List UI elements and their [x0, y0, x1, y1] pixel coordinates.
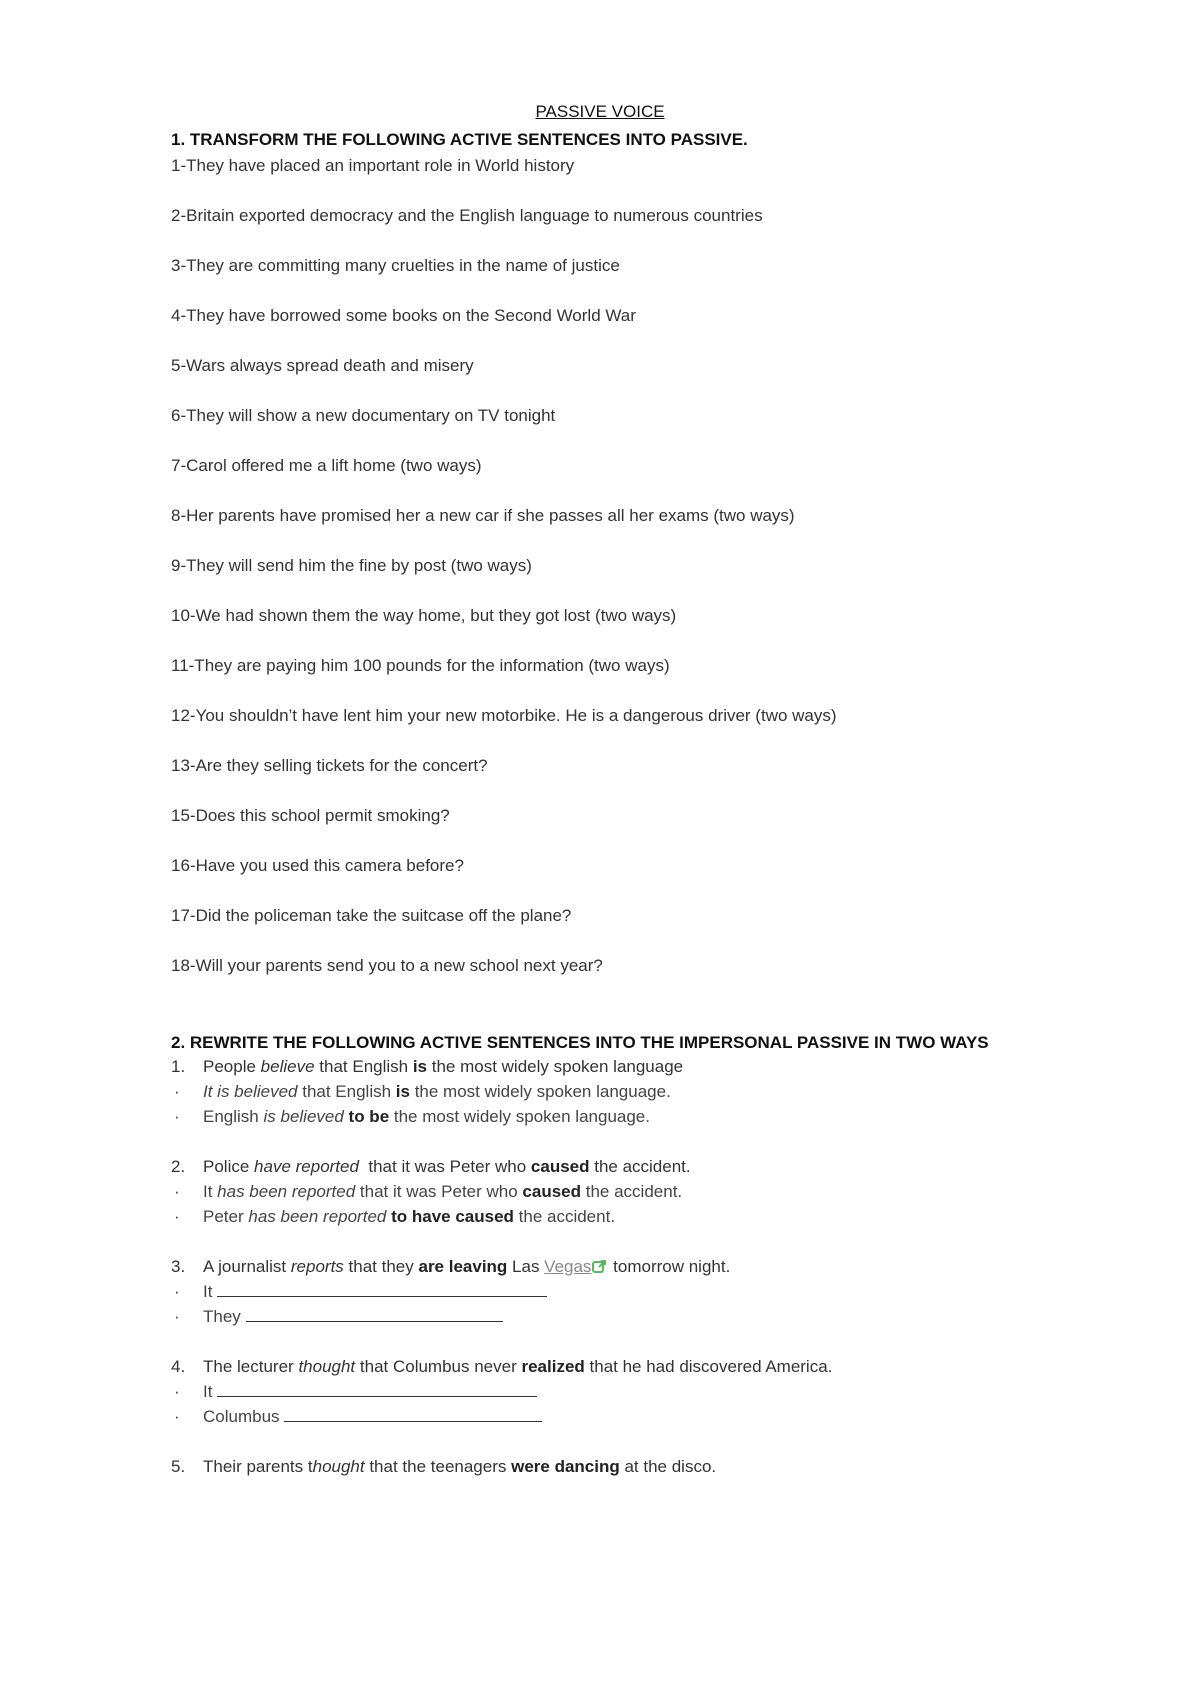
exercise-item: 3-They are committing many cruelties in the name of justice	[171, 256, 620, 275]
bullet: ·	[174, 1282, 180, 1301]
example-3: 3. A journalist reports that they are leaving Las Vegas tomorrow night.	[171, 1257, 730, 1279]
example-4: 4. The lecturer thought that Columbus never realized that he had discovered America.	[171, 1357, 833, 1376]
bullet: ·	[174, 1307, 180, 1326]
example-number: 5.	[171, 1457, 186, 1476]
example-number: 2.	[171, 1157, 186, 1176]
exercise-item: 1-They have placed an important role in World history	[171, 156, 575, 175]
bullet: ·	[174, 1382, 180, 1401]
exercise-item: 18-Will your parents send you to a new school next year?	[171, 956, 603, 975]
example-1-answer-1: · It is believed that English is the most widely spoken language.	[171, 1082, 671, 1102]
example-4-answer-2: · Columbus	[171, 1407, 542, 1427]
example-number: 4.	[171, 1357, 186, 1376]
bullet: ·	[174, 1182, 180, 1201]
exercise-item: 11-They are paying him 100 pounds for the information (two ways)	[171, 656, 670, 675]
exercise-item: 6-They will show a new documentary on TV tonight	[171, 406, 556, 425]
answer-blank[interactable]	[217, 1282, 547, 1297]
answer-blank[interactable]	[246, 1307, 503, 1322]
exercise-item: 7-Carol offered me a lift home (two ways)	[171, 456, 482, 475]
bullet: ·	[174, 1207, 180, 1226]
example-1-answer-2: · English is believed to be the most widely spoken language.	[171, 1107, 650, 1127]
bullet: ·	[174, 1107, 180, 1126]
page-title: PASSIVE VOICE	[535, 102, 665, 121]
exercise-item: 12-You shouldn’t have lent him your new motorbike. He is a dangerous driver (two ways)	[171, 706, 837, 725]
example-number: 3.	[171, 1257, 186, 1276]
example-2-answer-2: · Peter has been reported to have caused the accident.	[171, 1207, 615, 1227]
example-5: 5. Their parents thought that the teenagers were dancing at the disco.	[171, 1457, 717, 1476]
exercise-item: 16-Have you used this camera before?	[171, 856, 464, 875]
example-3-answer-1: · It	[171, 1282, 547, 1302]
bullet: ·	[174, 1082, 180, 1101]
exercise-item: 13-Are they selling tickets for the concert?	[171, 756, 488, 775]
example-1: 1. People believe that English is the most widely spoken language	[171, 1057, 684, 1076]
exercise-item: 17-Did the policeman take the suitcase off the plane?	[171, 906, 572, 925]
section2-heading: 2. REWRITE THE FOLLOWING ACTIVE SENTENCES INTO THE IMPERSONAL PASSIVE IN TWO WAYS	[171, 1033, 989, 1052]
exercise-item: 15-Does this school permit smoking?	[171, 806, 450, 825]
exercise-item: 8-Her parents have promised her a new car if she passes all her exams (two ways)	[171, 506, 795, 525]
example-number: 1.	[171, 1057, 186, 1076]
answer-blank[interactable]	[284, 1407, 542, 1422]
external-link-icon[interactable]	[592, 1259, 607, 1279]
vegas-link[interactable]: Vegas	[544, 1257, 592, 1276]
exercise-item: 2-Britain exported democracy and the English language to numerous countries	[171, 206, 763, 225]
answer-blank[interactable]	[217, 1382, 537, 1397]
example-3-answer-2: · They	[171, 1307, 503, 1327]
section1-heading: 1. TRANSFORM THE FOLLOWING ACTIVE SENTENCES INTO PASSIVE.	[171, 130, 748, 149]
example-4-answer-1: · It	[171, 1382, 537, 1402]
exercise-item: 4-They have borrowed some books on the Second World War	[171, 306, 636, 325]
example-2-answer-1: · It has been reported that it was Peter who caused the accident.	[171, 1182, 682, 1202]
exercise-item: 10-We had shown them the way home, but they got lost (two ways)	[171, 606, 677, 625]
exercise-item: 5-Wars always spread death and misery	[171, 356, 474, 375]
bullet: ·	[174, 1407, 180, 1426]
example-2: 2. Police have reported that it was Peter who caused the accident.	[171, 1157, 691, 1176]
exercise-item: 9-They will send him the fine by post (two ways)	[171, 556, 532, 575]
